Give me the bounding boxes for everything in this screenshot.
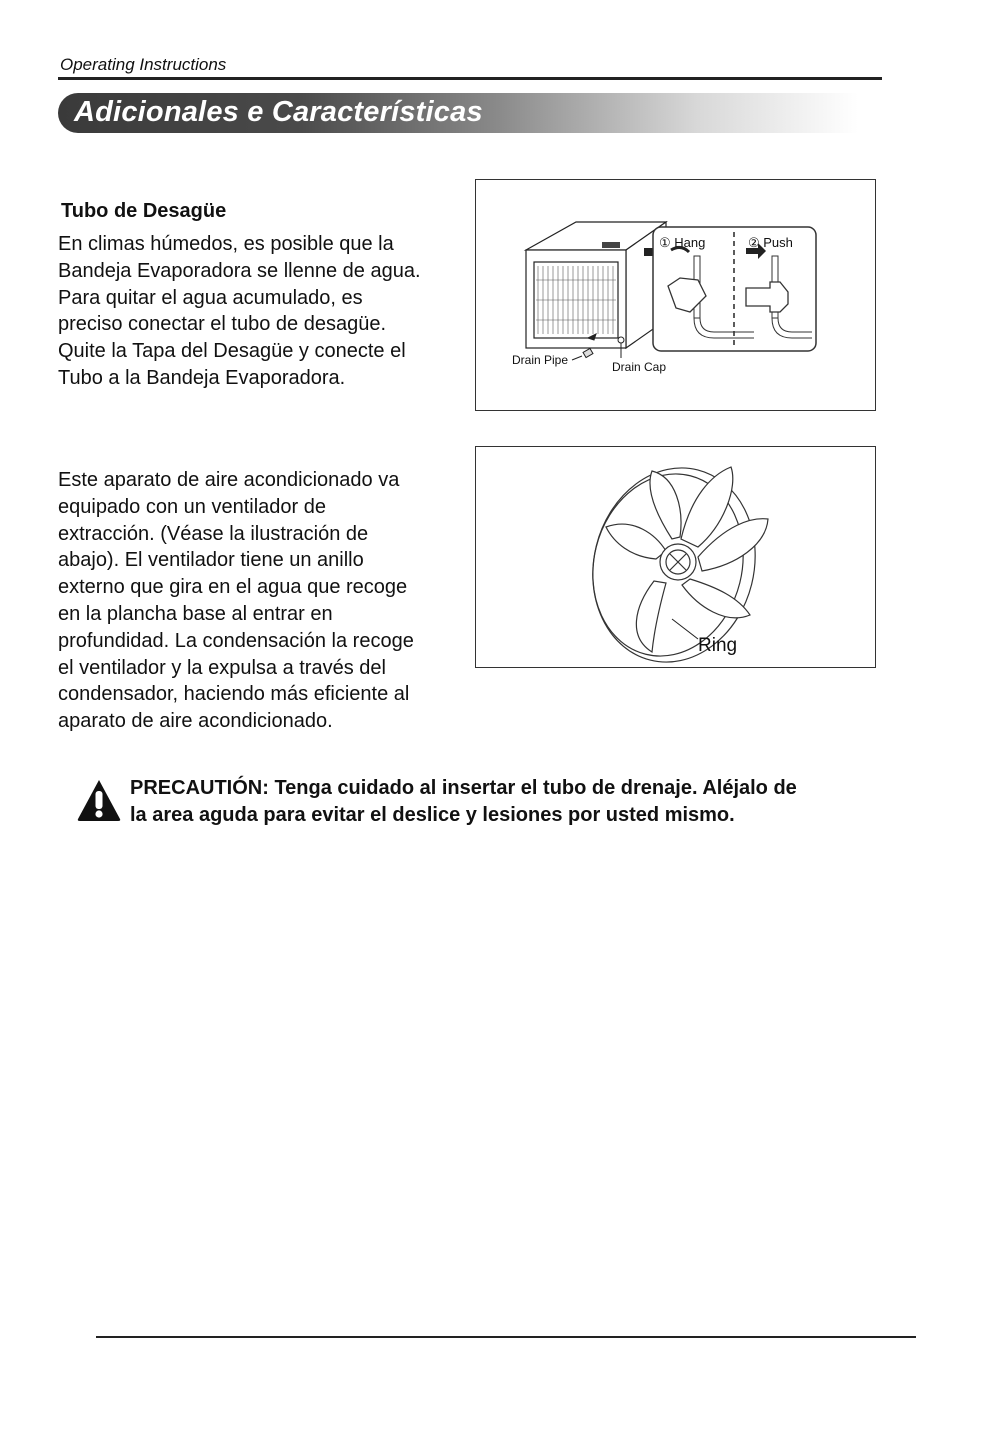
paragraph-line: profundidad. La condensación la recoge (58, 629, 414, 652)
caution-line: PRECAUTIÓN: Tenga cuidado al insertar el tubo de drenaje. Aléjalo de (130, 777, 797, 799)
footer-rule (96, 1336, 916, 1338)
drain-pipe-label: Drain Pipe (512, 353, 569, 367)
push-label: ② Push (748, 235, 793, 250)
hang-label: ① Hang (659, 235, 706, 250)
header-rule (58, 77, 882, 80)
paragraph-line: externo que gira en el agua que recoge (58, 576, 408, 599)
ring-label: Ring (698, 635, 738, 656)
paragraph-line: el ventilador y la expulsa a través del (58, 656, 386, 679)
paragraph-line: Este aparato de aire acondicionado va (58, 469, 400, 491)
paragraph-line: condensador, haciendo más eficiente al (58, 683, 410, 706)
air-conditioner-drawing (526, 222, 666, 348)
caution-line: la area aguda para evitar el deslice y lesiones por usted mismo. (130, 804, 735, 826)
paragraph-line: equipado con un ventilador de (58, 495, 326, 518)
paragraph-line: aparato de aire acondicionado. (58, 710, 333, 733)
section-title: Adicionales e Características (74, 96, 483, 128)
fan-illustration (475, 446, 876, 668)
paragraph-line: Para quitar el agua acumulado, es (58, 286, 363, 309)
paragraph-line: preciso conectar el tubo de desagüe. (58, 313, 386, 336)
paragraph-line: extracción. (Véase la ilustración de (58, 522, 369, 545)
drain-pipe-heading: Tubo de Desagüe (61, 200, 227, 222)
paragraph-line: En climas húmedos, es posible que la (58, 233, 394, 255)
fan-paragraph (58, 467, 478, 735)
paragraph-line: abajo). El ventilador tiene un anillo (58, 549, 364, 572)
paragraph-line: Bandeja Evaporadora se llenne de agua. (58, 259, 421, 282)
running-header: Operating Instructions (60, 55, 227, 74)
drain-pipe-paragraph (58, 231, 478, 392)
paragraph-line: en la plancha base al entrar en (58, 602, 333, 625)
warning-icon (76, 778, 122, 822)
drain-cap-label: Drain Cap (612, 360, 667, 374)
drain-pipe-illustration (475, 179, 876, 411)
paragraph-line: Tubo a la Bandeja Evaporadora. (58, 366, 346, 389)
fan-drawing (573, 451, 776, 667)
paragraph-line: Quite la Tapa del Desagüe y conecte el (58, 340, 406, 363)
caution-text (130, 775, 890, 829)
